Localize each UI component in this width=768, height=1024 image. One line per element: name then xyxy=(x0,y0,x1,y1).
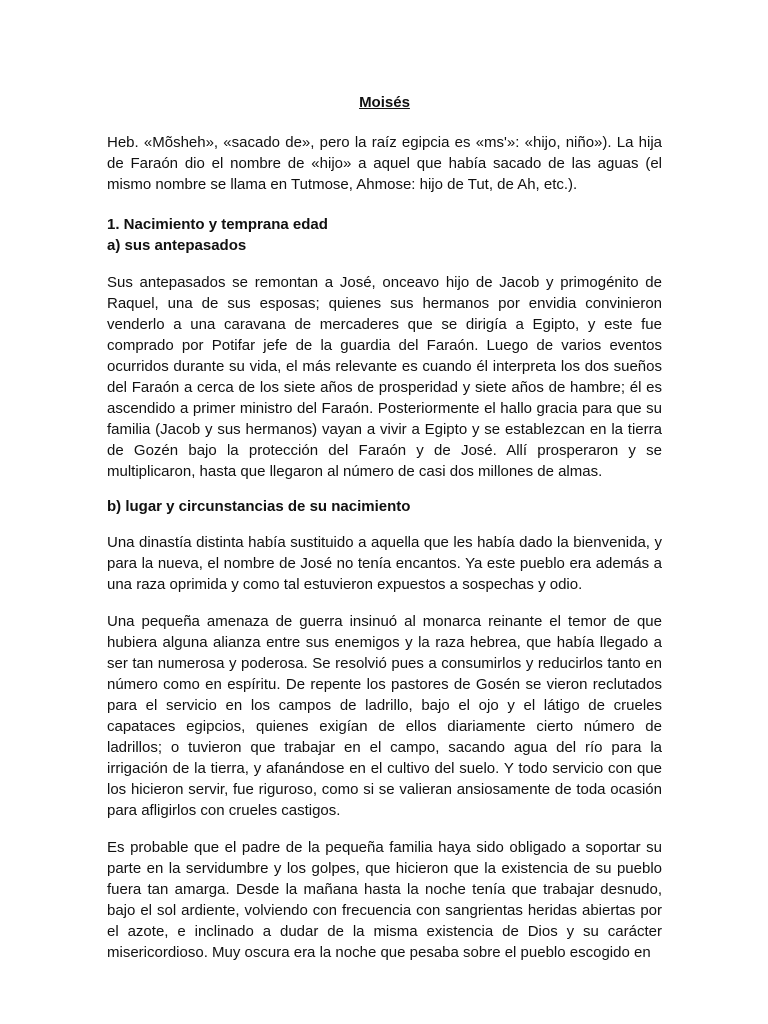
paragraph-amenaza: Una pequeña amenaza de guerra insinuó al monarca reinante el temor de que hubiera alguna alianza entre sus enemigos y la raza hebrea, que había llegado a ser tan numerosa y poderosa. Se resolvió pues a consumirlos y reducirlos tanto en número como en espíritu. De repente los pastores de Gosén se vieron reclutados para el servicio en los campos de ladrillo, bajo el ojo y el látigo de crueles capataces egipcios, quienes exigían de ellos diariamente cierto número de ladrillos; o tuvieron que trabajar en el campo, sacando agua del río para la irrigación de la tierra, y afanándose en el cultivo del suelo. Y todo servicio con que los hicieron servir, fue riguroso, como si se valieran ansiosamente de toda ocasión para afligirlos con crueles castigos. xyxy=(107,613,662,819)
subsection-b-heading: b) lugar y circunstancias de su nacimiento xyxy=(107,498,411,515)
document-title: Moisés xyxy=(359,94,410,111)
document-page xyxy=(107,93,662,974)
paragraph-dinastia: Una dinastía distinta había sustituido a aquella que les había dado la bienvenida, y para la nueva, el nombre de José no tenía encantos. Ya este pueblo era además a una raza oprimida y como tal estuvieron expuestos a sospechas y odio. xyxy=(107,534,662,593)
section-1-heading-block xyxy=(107,214,662,256)
paragraph-padre: Es probable que el padre de la pequeña familia haya sido obligado a soportar su parte en la servidumbre y los golpes, que hicieron que la existencia de su pueblo fuera tan amarga. Desde la mañana hasta la noche tenía que trabajar desnudo, bajo el sol ardiente, volviendo con frecuencia con sangrientas heridas abiertas por el azote, e inclinado a dudar de la misma existencia de Dios y su carácter misericordioso. Muy oscura era la noche que pesaba sobre el pueblo escogido en xyxy=(107,839,662,961)
subsection-a-heading: a) sus antepasados xyxy=(107,237,247,254)
subsection-b-heading-block xyxy=(107,496,662,517)
paragraph-antepasados: Sus antepasados se remontan a José, onceavo hijo de Jacob y primogénito de Raquel, una de sus esposas; quienes sus hermanos por envidia convinieron venderlo a una caravana de mercaderes que se dirigía a Egipto, y este fue comprado por Potifar jefe de la guardia del Faraón. Luego de varios eventos ocurridos durante su vida, el más relevante es cuando él interpreta los dos sueños del Faraón a cerca de los siete años de prosperidad y siete años de hambre; él es ascendido a primer ministro del Faraón. Posteriormente el hallo gracia para que su familia (Jacob y sus hermanos) vayan a vivir a Egipto y se establezcan en la tierra de Gozén bajo la protección del Faraón y de José. Allí prosperaron y se multiplicaron, hasta que llegaron al número de casi dos millones de almas. xyxy=(107,274,662,480)
intro-paragraph: Heb. «Mõsheh», «sacado de», pero la raíz egipcia es «ms'»: «hijo, niño»). La hija de Faraón dio el nombre de «hijo» a aquel que había sacado de las aguas (el mismo nombre se llama en Tutmose, Ahmose: hijo de Tut, de Ah, etc.). xyxy=(107,134,662,193)
section-1-heading: 1. Nacimiento y temprana edad xyxy=(107,216,328,233)
